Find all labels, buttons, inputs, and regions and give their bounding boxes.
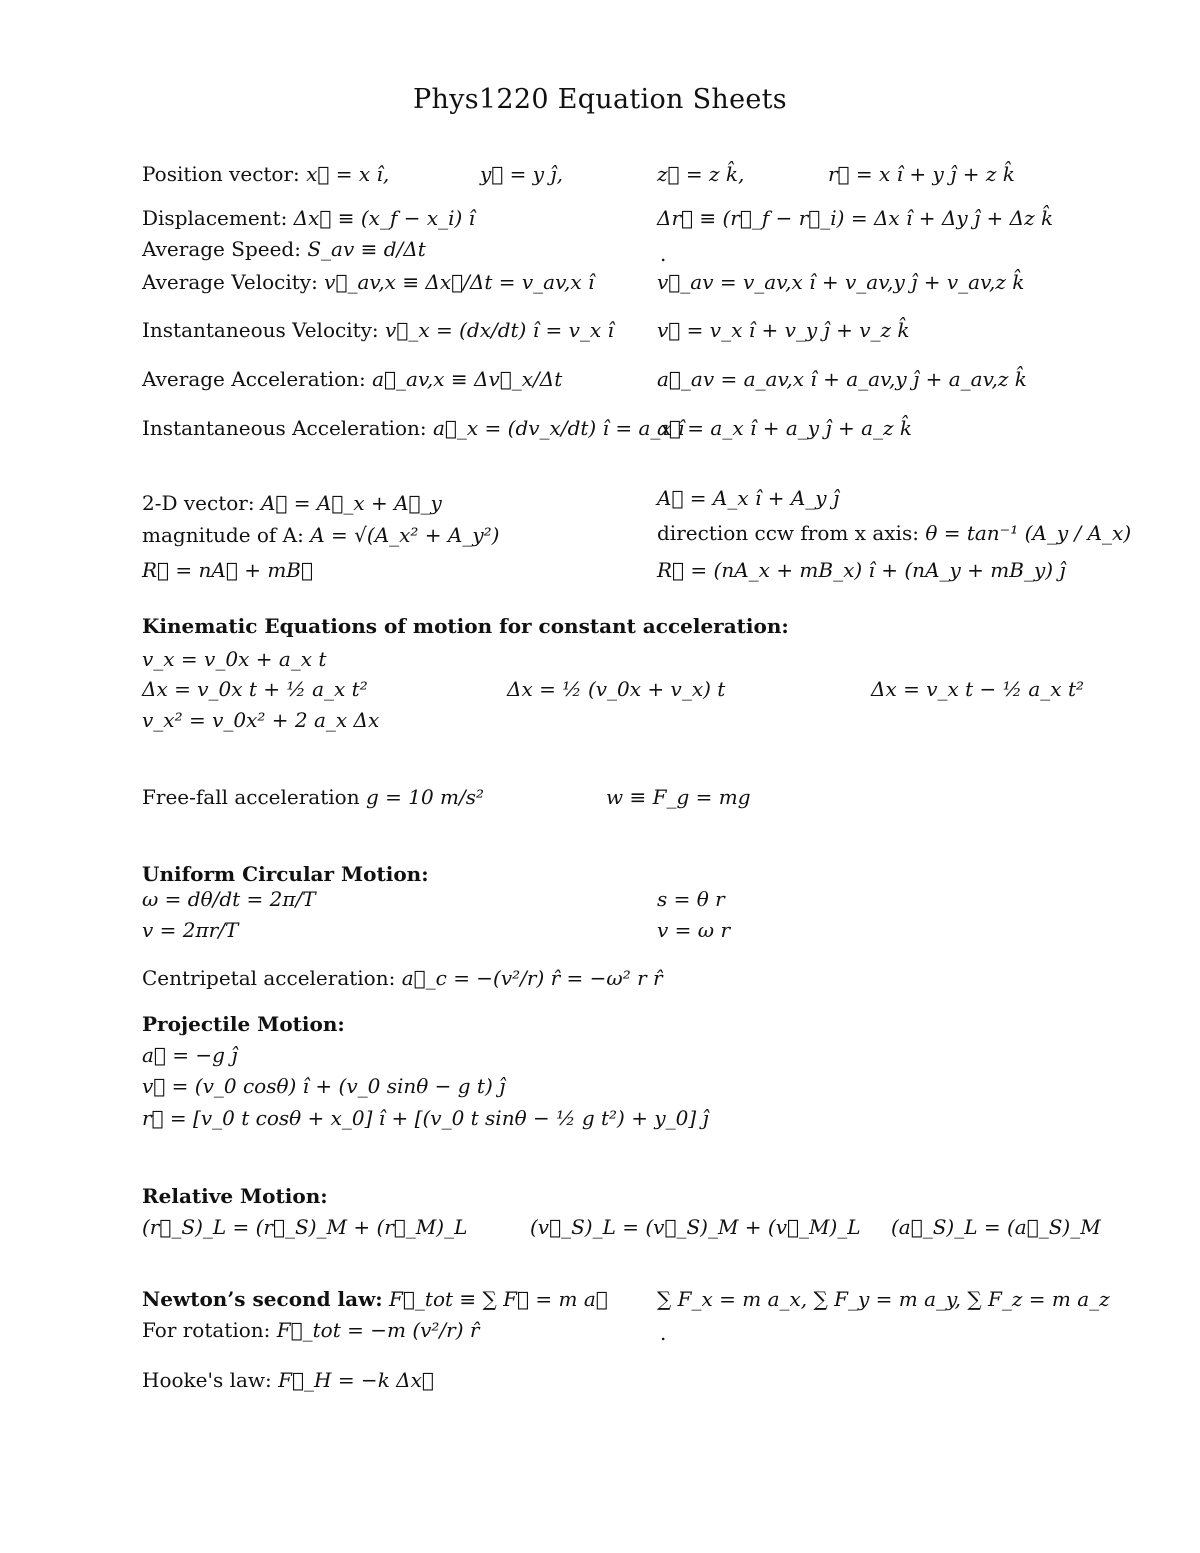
avg-velocity-eq: v⃗_av,x ≡ Δx⃗/Δt = v_av,x î	[324, 270, 595, 294]
circular-s-eq: s = θ r	[657, 887, 725, 911]
kinematics-eq-4: Δx = v_x t − ½ a_x t²	[871, 677, 1084, 701]
vector2d-components-eq: A⃗ = A_x î + A_y ĵ	[657, 486, 840, 510]
direction-row	[657, 522, 1131, 545]
inst-accel-vector-eq: a⃗ = a_x î + a_y ĵ + a_z k̂	[657, 416, 913, 440]
avg-speed-row	[142, 238, 426, 261]
magnitude-eq: A = √(A_x² + A_y²)	[310, 523, 500, 547]
projectile-v-eq: v⃗ = (v_0 cosθ) î + (v_0 sinθ − g t) ĵ	[142, 1074, 506, 1098]
avg-accel-row	[142, 368, 562, 391]
rotation-label: For rotation:	[142, 1318, 271, 1342]
displacement-row	[142, 207, 475, 230]
direction-eq: θ = tan⁻¹ (A_y / A_x)	[925, 521, 1132, 545]
vector2d-label: 2-D vector:	[142, 491, 255, 515]
kinematics-eq-1: v_x = v_0x + a_x t	[142, 647, 327, 671]
hooke-row	[142, 1369, 434, 1392]
magnitude-row	[142, 524, 499, 547]
circular-v-eq: v = 2πr/T	[142, 918, 239, 942]
relative-r-eq: (r⃗_S)_L = (r⃗_S)_M + (r⃗_M)_L	[142, 1215, 468, 1239]
freefall-eq: g = 10 m/s²	[365, 785, 485, 809]
inst-accel-label: Instantaneous Acceleration:	[142, 416, 427, 440]
relative-a-eq: (a⃗_S)_L = (a⃗_S)_M	[891, 1215, 1101, 1239]
avg-velocity-vector-eq: v⃗_av = v_av,x î + v_av,y ĵ + v_av,z k̂	[657, 270, 1025, 294]
newton-row	[142, 1288, 608, 1311]
avg-velocity-label: Average Velocity:	[142, 270, 318, 294]
position-y-eq: y⃗ = y ĵ,	[480, 162, 563, 186]
rotation-dot: .	[660, 1321, 667, 1345]
projectile-a-eq: a⃗ = −g ĵ	[142, 1043, 238, 1067]
position-r-eq: r⃗ = x î + y ĵ + z k̂	[828, 162, 1015, 186]
position-row	[142, 163, 389, 186]
inst-velocity-row	[142, 319, 614, 342]
hooke-label: Hooke's law:	[142, 1368, 272, 1392]
resultant-components-eq: R⃗ = (nA_x + mB_x) î + (nA_y + mB_y) ĵ	[657, 558, 1066, 582]
position-label: Position vector:	[142, 162, 300, 186]
avg-accel-eq: a⃗_av,x ≡ Δv⃗_x/Δt	[372, 367, 563, 391]
position-z-eq: z⃗ = z k̂,	[657, 162, 745, 186]
avg-accel-label: Average Acceleration:	[142, 367, 366, 391]
circular-omega-eq: ω = dθ/dt = 2π/T	[142, 887, 316, 911]
newton-heading: Newton’s second law:	[142, 1287, 383, 1311]
rotation-eq: F⃗_tot = −m (v²/r) r̂	[276, 1318, 480, 1342]
projectile-heading: Projectile Motion:	[142, 1012, 345, 1036]
displacement-vector-eq: Δr⃗ ≡ (r⃗_f − r⃗_i) = Δx î + Δy ĵ + Δz k̂	[657, 206, 1054, 230]
freefall-row	[142, 786, 484, 809]
centripetal-eq: a⃗_c = −(v²/r) r̂ = −ω² r r̂	[401, 966, 663, 990]
avg-accel-vector-eq: a⃗_av = a_av,x î + a_av,y ĵ + a_av,z k̂	[657, 367, 1027, 391]
rotation-row	[142, 1319, 479, 1342]
inst-accel-eq: a⃗_x = (dv_x/dt) î = a_x î	[432, 416, 685, 440]
inst-velocity-vector-eq: v⃗ = v_x î + v_y ĵ + v_z k̂	[657, 318, 910, 342]
resultant-eq: R⃗ = nA⃗ + mB⃗	[142, 558, 313, 582]
vector2d-eq: A⃗ = A⃗_x + A⃗_y	[260, 491, 442, 515]
kinematics-heading: Kinematic Equations of motion for constant acceleration:	[142, 614, 789, 638]
displacement-label: Displacement:	[142, 206, 288, 230]
magnitude-label: magnitude of A:	[142, 523, 304, 547]
hooke-eq: F⃗_H = −k Δx⃗	[278, 1368, 434, 1392]
centripetal-row	[142, 967, 663, 990]
newton-components-eq: ∑ F_x = m a_x, ∑ F_y = m a_y, ∑ F_z = m a_z	[657, 1287, 1110, 1311]
kinematics-eq-5: v_x² = v_0x² + 2 a_x Δx	[142, 708, 380, 732]
position-x-eq: x⃗ = x î,	[306, 162, 390, 186]
displacement-eq: Δx⃗ ≡ (x_f − x_i) î	[293, 206, 476, 230]
circular-heading: Uniform Circular Motion:	[142, 862, 429, 886]
kinematics-eq-3: Δx = ½ (v_0x + v_x) t	[507, 677, 726, 701]
freefall-label: Free-fall acceleration	[142, 785, 360, 809]
relative-v-eq: (v⃗_S)_L = (v⃗_S)_M + (v⃗_M)_L	[530, 1215, 861, 1239]
circular-v2-eq: v = ω r	[657, 918, 730, 942]
kinematics-eq-2: Δx = v_0x t + ½ a_x t²	[142, 677, 368, 701]
projectile-r-eq: r⃗ = [v_0 t cosθ + x_0] î + [(v_0 t sinθ − ½ g t²) + y_0] ĵ	[142, 1106, 709, 1130]
inst-velocity-eq: v⃗_x = (dx/dt) î = v_x î	[385, 318, 614, 342]
avg-velocity-row	[142, 271, 594, 294]
relative-heading: Relative Motion:	[142, 1184, 328, 1208]
page-title: Phys1220 Equation Sheets	[413, 84, 787, 115]
inst-accel-row	[142, 417, 684, 440]
newton-eq: F⃗_tot ≡ ∑ F⃗ = m a⃗	[389, 1287, 608, 1311]
avg-speed-eq: S_av ≡ d/Δt	[307, 237, 426, 261]
avg-speed-dot: .	[660, 242, 667, 266]
weight-eq: w ≡ F_g = mg	[606, 785, 751, 809]
inst-velocity-label: Instantaneous Velocity:	[142, 318, 379, 342]
vector2d-row	[142, 492, 442, 515]
direction-label: direction ccw from x axis:	[657, 521, 919, 545]
avg-speed-label: Average Speed:	[142, 237, 301, 261]
centripetal-label: Centripetal acceleration:	[142, 966, 396, 990]
